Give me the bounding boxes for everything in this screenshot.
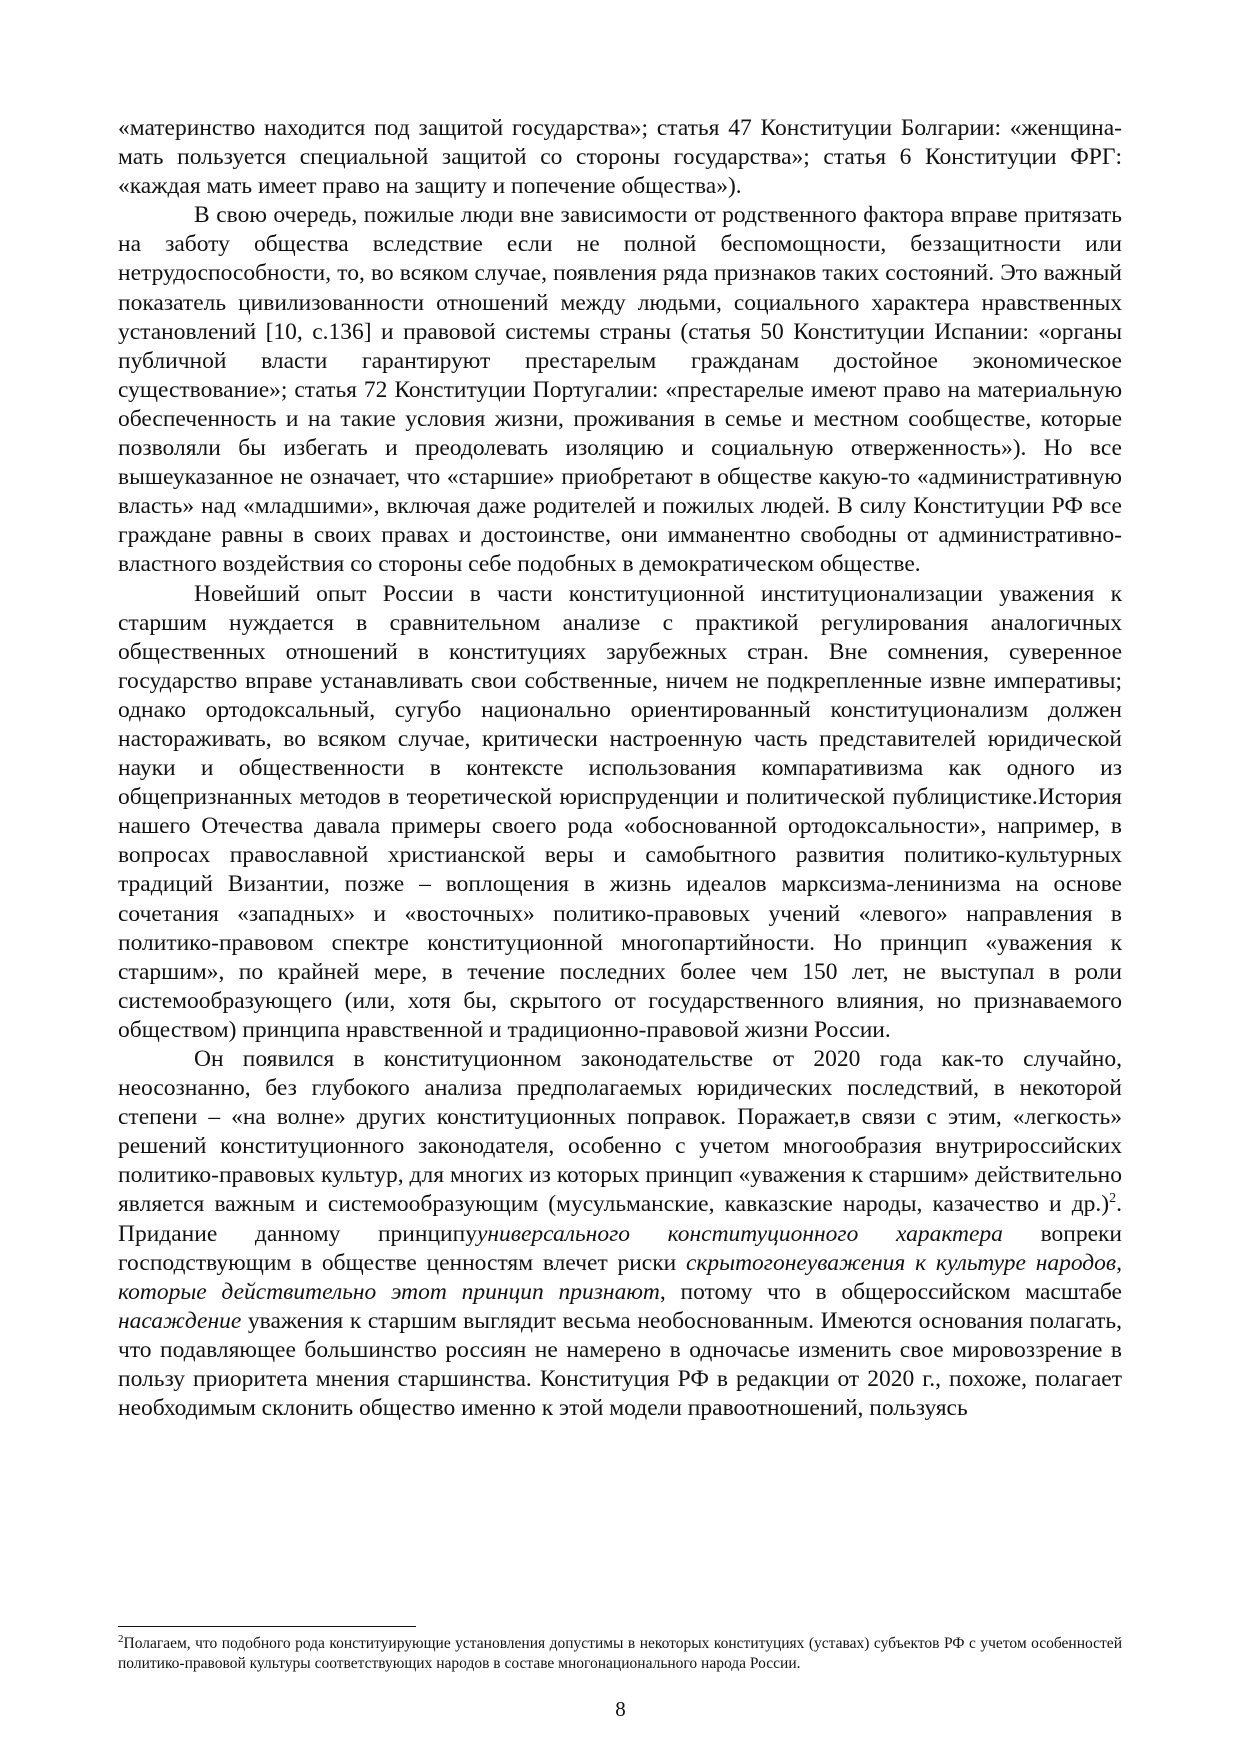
paragraph-2020-amendments [118,1045,1122,1423]
body-text [118,114,1122,1423]
footnote [118,1634,1122,1673]
paragraph-continuation: «материнство находится под защитой государства»; статья 47 Конституции Болгарии: «женщина-мать пользуется специальной защитой со стороны государства»; статья 6 Конституции ФРГ: «каждая мать имеет право на защиту и попечение общества»). [118,115,1122,200]
p3-text-part3: вопреки господствующим в обществе ценностям влечет риски [118,1220,1123,1276]
paragraph-elderly-care: В свою очередь, пожилые люди вне зависимости от родственного фактора вправе притязать на заботу общества вследствие если не полной беспомощности, беззащитности или нетрудоспособности, то, во всяком случае, появления ряда признаков таких состояний. Это важный показатель цивилизованности отношений между людьми, социального характера нравственных установлений [10, с.136] и правовой системы страны (статья 50 Конституции Испании: «органы публичной власти гарантируют престарелым гражданам достойное экономическое существование»; статья 72 Конституции Португалии: «престарелые имеют право на материальную обеспеченность и на такие условия жизни, проживания в семье и местном сообществе, которые позволяли бы избегать и преодолевать изоляцию и социальную отверженность»). Но все вышеуказанное не означает, что «старшие» приобретают в обществе какую-то «административную власть» над «младшими», включая даже родителей и пожилых людей. В силу Конституции РФ все граждане равны в своих правах и достоинстве, они имманентно свободны от административно-властного воздействия со стороны себе подобных в демократическом обществе. [118,202,1122,578]
p3-italic-disrespect: скрытогонеуважения к культуре народов, которые действительно этот принцип признают [118,1249,1123,1305]
p3-text-part2: . Придание данному принципу [118,1191,1122,1247]
p3-italic-imposition: насаждение [118,1307,242,1334]
p3-text-part1: Он появился в конституционном законодательстве от 2020 года как-то случайно, неосознанно, без глубокого анализа предполагаемых юридических последствий, в некоторой степени – «на волне» других конституционных поправок. Поражает,в связи с этим, «легкость» решений конституционного законодателя, особенно с учетом многообразия внутрироссийских политико-правовых культур, для многих из которых принцип «уважения к старшим» действительно является важным и системообразующим (мусульманские, кавказские народы, казачество и др.) [118,1046,1122,1218]
footnote-text: Полагаем, что подобного рода конституирующие установления допустимы в некоторых конституциях (уставах) субъектов РФ с учетом особенностей политико-правовой культуры соответствующих народов в составе многонационального народа России. [118,1635,1122,1672]
footnote-marker: 2 [118,1632,124,1645]
footnote-reference: 2 [1109,1191,1117,1207]
p3-text-part5: уважения к старшим выглядит весьма необоснованным. Имеются основания полагать, что подавляющее большинство россиян не намерено в одночасье изменить свое мировоззрение в пользу приоритета мнения старшинства. Конституция РФ в редакции от 2020 г., похоже, полагает необходимым склонить общество именно к этой модели правоотношений, пользуясь [118,1307,1122,1422]
paragraph-russian-experience: Новейший опыт России в части конституционной институционализации уважения к старшим нуждается в сравнительном анализе с практикой регулирования аналогичных общественных отношений в конституциях зарубежных стран. Вне сомнения, суверенное государство вправе устанавливать свои собственные, ничем не подкрепленные извне императивы; однако ортодоксальный, сугубо национально ориентированный конституционализм должен настораживать, во всяком случае, критически настроенную часть представителей юридической науки и общественности в контексте использования компаративизма как одного из общепризнанных методов в теоретической юриспруденции и политической публицистике.История нашего Отечества давала примеры своего рода «обоснованной ортодоксальности», например, в вопросах православной христианской веры и самобытного развития политико-культурных традиций Византии, позже – воплощения в жизнь идеалов марксизма-ленинизма на основе сочетания «западных» и «восточных» политико-правовых учений «левого» направления в политико-правовом спектре конституционной многопартийности. Но принцип «уважения к старшим», по крайней мере, в течение последних более чем 150 лет, не выступал в роли системообразующего (или, хотя бы, скрытого от государственного влияния, но признаваемого обществом) принципа нравственной и традиционно-правовой жизни России. [118,580,1122,1043]
p3-italic-universal: универсального конституционного характера [476,1220,1003,1247]
page-number: 8 [615,1697,626,1721]
footnote-divider [118,1626,416,1627]
p3-text-part4: , потому что в общероссийском масштабе [659,1278,1122,1305]
